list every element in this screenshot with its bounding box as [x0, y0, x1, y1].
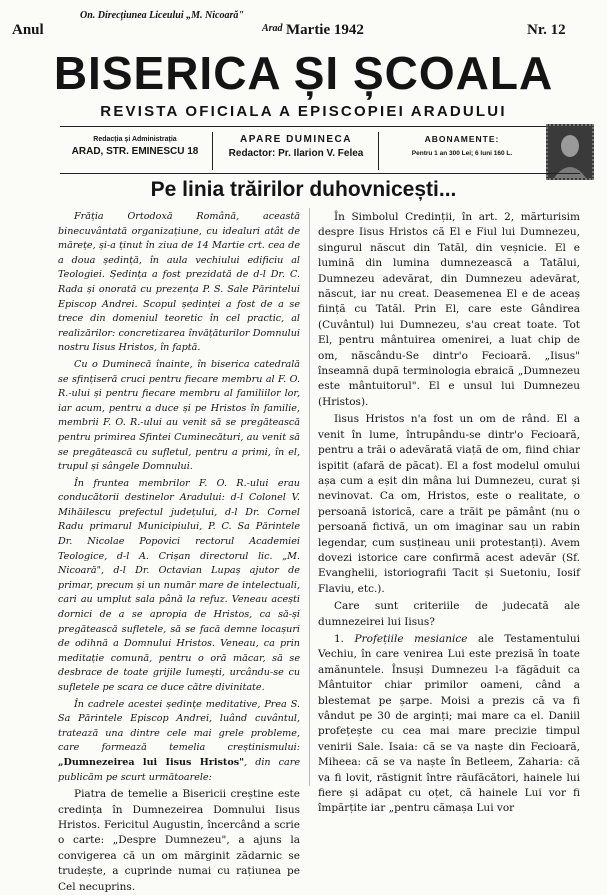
library-stamp-line2: Arad — [262, 23, 283, 34]
publication-box — [216, 130, 376, 172]
info-divider-1 — [212, 132, 213, 170]
paragraph-text: ale Testamentului Vechiu, în care venirea Lui este prezisă în toate amănuntele. Însuși Dumnezeu l-a făgăduit ca Mântuitor chiar primilor oameni, când a blestemat pe șarpe. Moisi a prezis că va fi vândut pe 30 de arginți; mai mare ca el. Daniil profețește cu cea mai mare precizie timpul venirii Sale. Isaia: că se va naște din Fecioară, Miheea: că se va naște în Betleem, Zaharia: că va fi lovit, răstignit între răufăcători, hainele lui fiere și adăpat cu oțet, că hainele Lui vor fi împărțite iar „pentru cămașa Lui vor — [318, 632, 581, 815]
subscription-label: ABONAMENTE: — [424, 134, 500, 144]
emphasis-text: „Dumnezeirea lui Iisus Hristos" — [58, 756, 245, 768]
paragraph: În Simbolul Credinții, în art. 2, mărturisim despre Iisus Hristos că El e Fiul lui Dumnezeu, singurul născut din Tatăl, din veșnicie. El e lumină din lumina dumnezească a Tatălui, Dumnezeu adevărat, din Dumnezeu adevărat, născut, iar nu creat. Deasemenea El e de aceaș ființă cu Tatăl. Prin El, care este Gândirea (Cuvântul) lui Dumnezeu, s'au creat toate. Tot El, pentru mântuirea omenirei, a luat chip de om, născându-Se dintr'o Fecioară. „Iisus" înseamnă după terminologia ebraică „Dumnezeu este mântuitorul". El e unsul lui Dumnezeu (Hristos). — [318, 211, 580, 408]
redaction-label: Redacția și Administrația — [93, 136, 177, 143]
top-rule — [60, 126, 580, 127]
portrait-stamp — [546, 124, 594, 180]
masthead-title: BISERICA ȘI ȘCOALA — [53, 47, 554, 99]
paragraph: Piatra de temelie a Bisericii creștine este credința în Dumnezeirea Domnului Iisus Hristos. Fericitul Augustin, încercând a scrie o carte: „Despre Dumnezeu", a ajuns la convigerea că un om mărginit zădarnic se trudește, a cuprinde numai cu rațiunea pe Cel necuprins. — [58, 788, 300, 893]
masthead-subtitle: REVISTA OFICIALA A EPISCOPIEI ARADULUI — [100, 103, 507, 120]
subscription-box — [382, 130, 542, 172]
paragraph: Iisus Hristos n'a fost un om de rând. El a venit în lume, întrupându-se dintr'o Fecioară, pentru a trăi o adevărată viață de om, fiind chiar ispitit (afară de păcat). El a fost modelul omului așa cum a eșit din mâna lui Dumnezeu, curat și nevinovat. Ca om, Hristos, este o realitate, o persoană istorică, care a trăit pe pământ (nu o persoană fictivă, un om imaginar sau un rabin legendar, cum susțineau unii protestanți). Avem dovezi istorice care confirmă acest adevăr (Sf. Evanghelii, istoriografii Tacit și Suetoniu, Iosif Flaviu, etc.). — [318, 413, 580, 595]
info-divider-2 — [378, 132, 379, 170]
editor-label: Redactor: Pr. Ilarion V. Felea — [228, 148, 364, 159]
issue-number: Nr. 12 — [527, 22, 566, 38]
column-divider — [309, 208, 310, 786]
subscription-text: Pentru 1 an 300 Lei; 6 luni 160 L. — [411, 150, 513, 157]
right-column — [318, 210, 580, 817]
emphasis-text: Profețiile mesianice — [354, 632, 468, 645]
redaction-address: ARAD, STR. EMINESCU 18 — [71, 146, 199, 157]
paragraph: Frăția Ortodoxă Română, această binecuvântată organizațiune, cu idealuri atât de mărețe, și-a ținut în ziua de 14 Martie crt. cea de a doua ședință, în aula vechiului edificiu al Teologiei. Ședința a fost prezidată de d-l Dr. C. Rada și onorată cu prezența P. S. Sale Părintelui Episcop Andrei. Scopul ședinței a fost de a se trece din domeniul teoretic în cel practic, al realizărilor: concretizarea învățăturilor Domnului nostru Iisus Hristos, în faptă. — [58, 211, 300, 354]
portrait-icon — [548, 126, 592, 178]
paragraph — [58, 698, 300, 786]
bottom-rule — [60, 173, 580, 174]
paragraph-text: În cadrele acestei ședințe meditative, Prea S. Sa Părintele Episcop Andrei, luând cuvântul, tratează una dintre cele mai grele probleme, care formează temelia creștinismului: — [58, 698, 300, 754]
left-column — [58, 210, 300, 895]
issue-date: Martie 1942 — [286, 22, 364, 38]
paragraph: Cu o Duminecă înainte, în biserica catedrală se sfințiseră cruci pentru fiecare membru al F. O. R.-ului și pentru fiecare membru al familiilor lor, iar acum, pentru a duce și pe Hristos în familie, membrii F. O. R.-ului au venit să se pregătească pentru primirea Sfintei Cuminecături, au venit să se pregătească cu sufletul, pentru a primi, în el, trupul și sângele Domnului. — [58, 358, 300, 473]
redaction-box — [60, 130, 210, 172]
appears-label: APARE DUMINECA — [240, 134, 352, 145]
paragraph: În fruntea membrilor F. O. R.-ului erau conducătorii destinelor Aradului: d-l Colonel V. Mihăilescu prefectul județului, d-l Dr. Cornel Radu primarul Municipiului, P. C. Sa Părintele Dr. Nicolae Popovici rectorul Academiei Teologice, d-l A. Crișan directorul lic. „M. Nicoară", d-l Dr. Octavian Lupaș ajutor de primar, precum și un număr mare de intelectuali, cari au umplut sala până la refuz. Veneau acești dornici de a se apropia de Hristos, ca să-și pregătească sufletele, să se facă demne locașuri de odihnă a Domnului Hristos. Veneau, ca prin meditație comună, pentru o oră măcar, să se desbrace de toate grijile lumești, urcându-se cu sufletele pe scara ce duce către divinitate. — [58, 477, 300, 693]
article-title: Pe linia trăirilor duhovnicești... — [150, 178, 457, 201]
paragraph: Care sunt criteriile de judecată ale dumnezeirei lui Iisus? — [318, 600, 580, 628]
paragraph-text: , din care publicăm pe scurt următoarele: — [58, 756, 300, 783]
paragraph-text: 1. — [334, 632, 355, 645]
volume-label: Anul — [12, 22, 44, 38]
library-stamp-line1: On. Direcțiunea Liceului „M. Nicoară" — [80, 10, 244, 21]
paragraph — [318, 632, 580, 817]
